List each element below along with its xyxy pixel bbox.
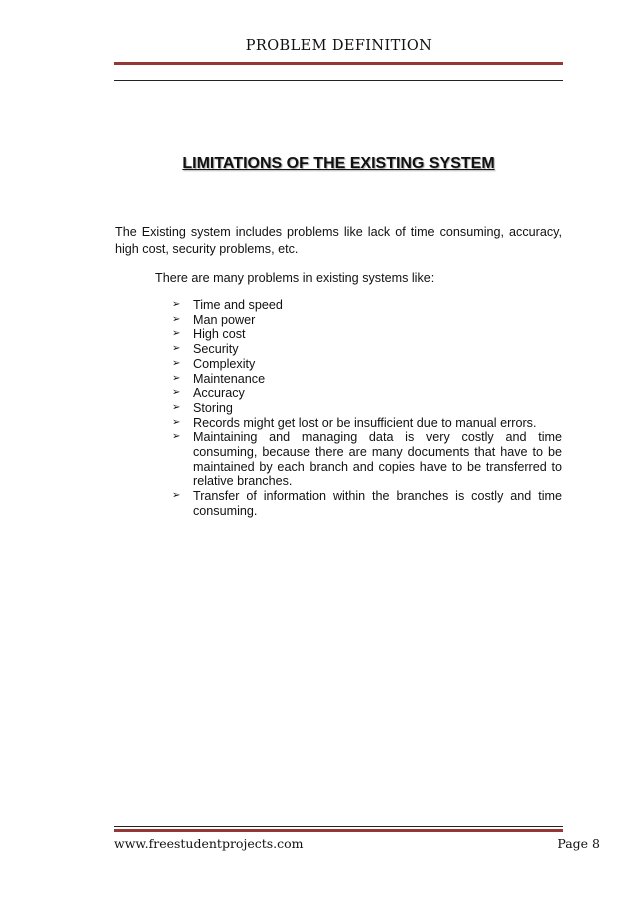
list-item	[172, 489, 562, 518]
list-item	[172, 416, 562, 431]
list-item-text: Transfer of information within the branches is costly and time consuming.	[193, 489, 562, 518]
footer-rule	[114, 826, 563, 827]
page-number: Page 8	[557, 836, 600, 851]
arrow-bullet-icon: ➢	[172, 343, 181, 355]
arrow-bullet-icon: ➢	[172, 328, 181, 340]
arrow-bullet-icon: ➢	[172, 357, 181, 369]
arrow-bullet-icon: ➢	[172, 431, 181, 443]
footer-rule-accent	[114, 829, 563, 832]
list-item	[172, 313, 562, 328]
arrow-bullet-icon: ➢	[172, 299, 181, 310]
limitations-list	[172, 298, 562, 519]
arrow-bullet-icon: ➢	[172, 387, 181, 399]
list-item-text: Maintenance	[193, 371, 266, 386]
header-rule	[114, 80, 563, 81]
list-item	[172, 401, 562, 416]
list-item-text: Man power	[193, 312, 256, 327]
intro-paragraph: The Existing system includes problems like lack of time consuming, accuracy, high cost, security problems, etc.	[115, 225, 562, 256]
arrow-bullet-icon: ➢	[172, 372, 181, 384]
list-item-text: Accuracy	[193, 386, 245, 401]
list-item	[172, 327, 562, 342]
list-item	[172, 357, 562, 372]
list-item-text: Maintaining and managing data is very costly and time consuming, because there are many documents that have to be maintained by each branch and copies have to be transferred to relative branches.	[193, 430, 562, 489]
arrow-bullet-icon: ➢	[172, 313, 181, 325]
footer-website: www.freestudentprojects.com	[114, 836, 304, 851]
arrow-bullet-icon: ➢	[172, 490, 181, 502]
list-item	[172, 386, 562, 401]
list-item	[172, 430, 562, 489]
lead-paragraph: There are many problems in existing systems like:	[155, 271, 435, 285]
list-item	[172, 298, 562, 313]
list-item	[172, 342, 562, 357]
list-item-text: High cost	[193, 327, 246, 342]
list-item-text: Complexity	[193, 356, 256, 371]
list-item-text: Storing	[193, 400, 233, 415]
running-header: PROBLEM DEFINITION	[245, 38, 433, 54]
list-item-text: Time and speed	[193, 298, 283, 312]
arrow-bullet-icon: ➢	[172, 416, 181, 428]
arrow-bullet-icon: ➢	[172, 401, 181, 413]
list-item-text: Records might get lost or be insufficient due to manual errors.	[193, 415, 537, 430]
list-item-text: Security	[193, 342, 239, 357]
section-title: LIMITATIONS OF THE EXISTING SYSTEM	[182, 155, 495, 172]
list-item	[172, 372, 562, 387]
header-rule-accent	[114, 62, 563, 65]
